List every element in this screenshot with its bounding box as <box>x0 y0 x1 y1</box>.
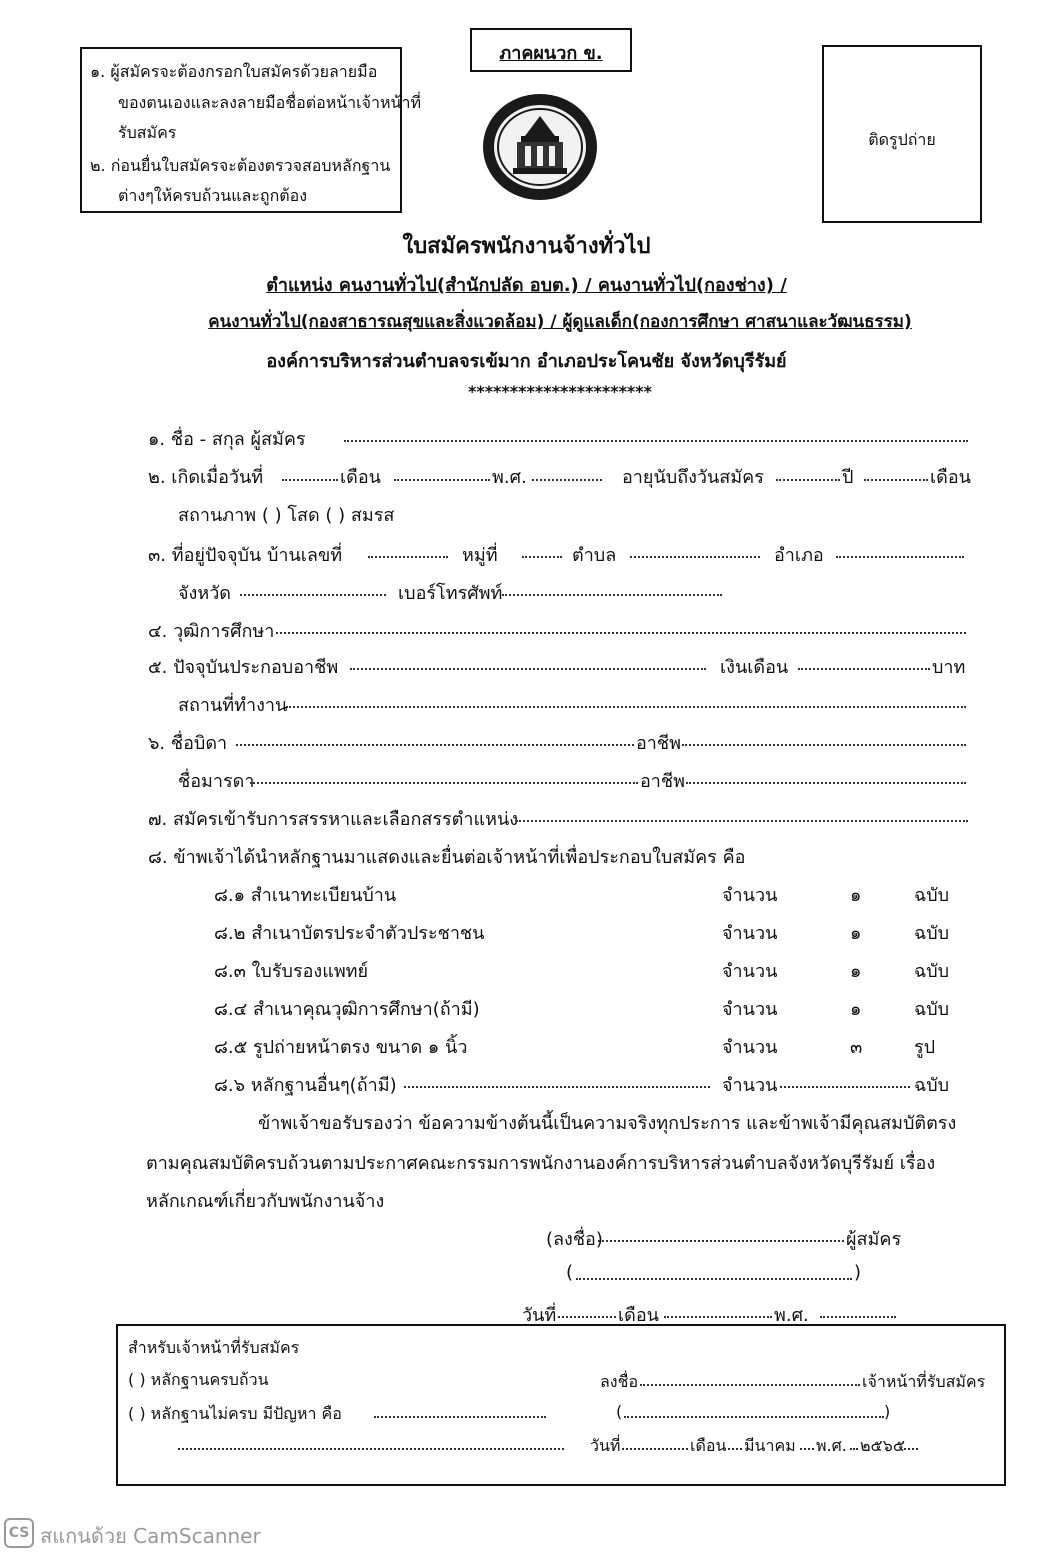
label-education: ๔. วุฒิการศึกษา <box>148 621 275 642</box>
label-moo: หมู่ที่ <box>462 545 498 566</box>
document-qty-label-2: จำนวน <box>722 923 778 944</box>
camscanner-logo: CS <box>4 1518 34 1548</box>
officer-date-day-label: วันที่ <box>590 1436 621 1455</box>
input-officer-signature[interactable] <box>640 1384 860 1386</box>
officer-date-year-leader <box>850 1448 858 1450</box>
document-unit-4: ฉบับ <box>914 999 950 1020</box>
label-age: อายุนับถึงวันสมัคร <box>622 467 764 488</box>
officer-paren-open: ( <box>616 1402 623 1421</box>
instruction-line-2: ของตนเองและลงลายมือชื่อต่อหน้าเจ้าหน้าที่ <box>118 93 422 112</box>
input-mother-name[interactable] <box>250 782 638 784</box>
applicant-date-month-label: เดือน <box>618 1305 659 1326</box>
input-officer-name[interactable] <box>624 1416 884 1418</box>
input-birth-month[interactable] <box>394 479 490 481</box>
marital-status[interactable]: สถานภาพ ( ) โสด ( ) สมรส <box>178 505 395 526</box>
document-qty-label-5: จำนวน <box>722 1037 778 1058</box>
input-applied-position[interactable] <box>516 820 968 822</box>
document-label-3: ๘.๓ ใบรับรองแพทย์ <box>214 961 369 982</box>
input-other-documents[interactable] <box>404 1086 710 1088</box>
label-amphoe: อำเภอ <box>774 545 824 566</box>
organization-seal-logo <box>481 92 599 202</box>
officer-date-year-value: ๒๕๖๕ <box>860 1436 905 1455</box>
input-officer-problem-continued[interactable] <box>178 1448 564 1450</box>
document-unit-1: ฉบับ <box>914 885 950 906</box>
input-mother-occupation[interactable] <box>686 782 966 784</box>
officer-date-be-label: พ.ศ. <box>816 1436 847 1455</box>
input-applicant-date-year[interactable] <box>820 1316 896 1318</box>
document-qty-label-1: จำนวน <box>722 885 778 906</box>
input-age-months[interactable] <box>864 479 928 481</box>
officer-sign-suffix: เจ้าหน้าที่รับสมัคร <box>862 1372 986 1391</box>
input-house-number[interactable] <box>368 556 448 558</box>
document-qty-2: ๑ <box>850 923 862 944</box>
input-amphoe[interactable] <box>836 556 964 558</box>
document-label-6: ๘.๖ หลักฐานอื่นๆ(ถ้ามี) <box>214 1075 397 1096</box>
photo-label: ติดรูปถ่าย <box>868 130 936 149</box>
document-qty-label-3: จำนวน <box>722 961 778 982</box>
document-qty-label-4: จำนวน <box>722 999 778 1020</box>
officer-date-month-value: มีนาคม <box>744 1436 796 1455</box>
applicant-date-day-label: วันที่ <box>522 1305 557 1326</box>
certify-line-2: ตามคุณสมบัติครบถ้วนตามประกาศคณะกรรมการพนักงานองค์การบริหารส่วนตำบลจังหวัดบุรีรัมย์ เรื่อง <box>146 1153 936 1174</box>
officer-date-month-label: เดือน <box>690 1436 727 1455</box>
label-documents-intro: ๘. ข้าพเจ้าได้นำหลักฐานมาแสดงและยื่นต่อเจ้าหน้าที่เพื่อประกอบใบสมัคร คือ <box>148 847 746 868</box>
input-phone[interactable] <box>502 594 722 596</box>
label-mother: ชื่อมารดา <box>178 771 255 792</box>
document-qty-4: ๑ <box>850 999 862 1020</box>
input-name[interactable] <box>344 440 968 442</box>
label-address: ๓. ที่อยู่ปัจจุบัน บ้านเลขที่ <box>148 545 343 566</box>
input-tambon[interactable] <box>630 556 760 558</box>
officer-date-year-trailer <box>900 1448 918 1450</box>
label-age-month: เดือน <box>930 467 971 488</box>
form-title: ใบสมัครพนักงานจ้างทั่วไป <box>402 234 651 259</box>
appendix-label: ภาคผนวก ข. <box>499 43 603 64</box>
certify-line-3: หลักเกณฑ์เกี่ยวกับพนักงานจ้าง <box>146 1191 385 1212</box>
input-father-name[interactable] <box>236 744 634 746</box>
applicant-date-be-label: พ.ศ. <box>774 1305 809 1326</box>
officer-date-month-leader <box>728 1448 742 1450</box>
document-qty-5: ๓ <box>850 1037 863 1058</box>
label-birth-month: เดือน <box>340 467 381 488</box>
applicant-sign-suffix: ผู้สมัคร <box>846 1229 902 1250</box>
document-label-2: ๘.๒ สำเนาบัตรประจำตัวประชาชน <box>214 923 485 944</box>
document-unit-2: ฉบับ <box>914 923 950 944</box>
input-occupation[interactable] <box>350 668 706 670</box>
document-unit-6: ฉบับ <box>914 1075 950 1096</box>
instruction-line-1: ๑. ผู้สมัครจะต้องกรอกใบสมัครด้วยลายมือ <box>90 62 378 81</box>
position-line-2: คนงานทั่วไป(กองสาธารณสุขและสิ่งแวดล้อม) / ผู้ดูแลเด็ก(กองการศึกษา ศาสนาและวัฒนธรรม) <box>208 312 912 332</box>
applicant-paren-close: ) <box>854 1262 862 1283</box>
organization-name: องค์การบริหารส่วนตำบลจรเข้มาก อำเภอประโคนชัย จังหวัดบุรีรัมย์ <box>266 351 787 372</box>
label-father: ๖. ชื่อบิดา <box>148 733 228 754</box>
label-applied-position: ๗. สมัครเข้ารับการสรรหาและเลือกสรรตำแหน่ง <box>148 809 519 830</box>
document-label-5: ๘.๕ รูปถ่ายหน้าตรง ขนาด ๑ นิ้ว <box>214 1037 468 1058</box>
label-tambon: ตำบล <box>572 545 617 566</box>
input-applicant-date-month[interactable] <box>664 1316 772 1318</box>
input-applicant-name[interactable] <box>576 1278 852 1280</box>
input-other-documents-qty[interactable] <box>780 1086 910 1088</box>
label-name: ๑. ชื่อ - สกุล ผู้สมัคร <box>148 429 306 450</box>
certify-line-1: ข้าพเจ้าขอรับรองว่า ข้อความข้างต้นนี้เป็นความจริงทุกประการ และข้าพเจ้ามีคุณสมบัติตรง <box>258 1113 957 1134</box>
position-line-1: ตำแหน่ง คนงานทั่วไป(สำนักปลัด อบต.) / คนงานทั่วไป(กองช่าง) / <box>266 275 787 296</box>
label-father-occupation: อาชีพ <box>636 733 681 754</box>
input-moo[interactable] <box>522 556 562 558</box>
input-birth-year[interactable] <box>532 479 602 481</box>
label-age-year: ปี <box>842 467 854 488</box>
label-mother-occupation: อาชีพ <box>640 771 685 792</box>
label-birth-be: พ.ศ. <box>492 467 527 488</box>
instruction-line-4: ๒. ก่อนยื่นใบสมัครจะต้องตรวจสอบหลักฐาน <box>90 156 391 175</box>
input-officer-date-day[interactable] <box>622 1448 688 1450</box>
label-occupation: ๕. ปัจจุบันประกอบอาชีพ <box>148 657 339 678</box>
instruction-line-3: รับสมัคร <box>118 123 177 142</box>
applicant-paren-open: ( <box>566 1262 574 1283</box>
input-workplace[interactable] <box>286 706 966 708</box>
document-unit-3: ฉบับ <box>914 961 950 982</box>
officer-date-month-trailer <box>800 1448 814 1450</box>
input-applicant-date-day[interactable] <box>558 1316 616 1318</box>
document-qty-label-6: จำนวน <box>722 1075 778 1096</box>
input-education[interactable] <box>276 632 966 634</box>
document-qty-3: ๑ <box>850 961 862 982</box>
label-salary: เงินเดือน <box>720 657 789 678</box>
input-salary[interactable] <box>798 668 930 670</box>
label-birth-date: ๒. เกิดเมื่อวันที่ <box>148 467 264 488</box>
document-label-4: ๘.๔ สำเนาคุณวุฒิการศึกษา(ถ้ามี) <box>214 999 480 1020</box>
applicant-sign-prefix: (ลงชื่อ) <box>546 1229 603 1250</box>
document-label-1: ๘.๑ สำเนาทะเบียนบ้าน <box>214 885 397 906</box>
officer-sign-prefix: ลงชื่อ <box>600 1372 639 1391</box>
label-workplace: สถานที่ทำงาน <box>178 695 288 716</box>
officer-incomplete-checkbox[interactable]: ( ) หลักฐานไม่ครบ มีปัญหา คือ <box>128 1404 342 1423</box>
camscanner-watermark-text: สแกนด้วย CamScanner <box>40 1524 261 1548</box>
input-applicant-signature[interactable] <box>598 1240 844 1242</box>
label-phone: เบอร์โทรศัพท์ <box>398 583 503 604</box>
input-province[interactable] <box>240 594 386 596</box>
label-baht: บาท <box>932 657 966 678</box>
input-age-years[interactable] <box>776 479 840 481</box>
document-unit-5: รูป <box>914 1037 936 1058</box>
officer-title: สำหรับเจ้าหน้าที่รับสมัคร <box>128 1338 300 1357</box>
input-officer-problem[interactable] <box>374 1416 546 1418</box>
document-qty-1: ๑ <box>850 885 862 906</box>
officer-paren-close: ) <box>884 1402 891 1421</box>
instruction-line-5: ต่างๆให้ครบถ้วนและถูกต้อง <box>118 186 308 205</box>
input-father-occupation[interactable] <box>682 744 966 746</box>
input-birth-day[interactable] <box>282 479 338 481</box>
label-province: จังหวัด <box>178 583 231 604</box>
separator-stars: ********************** <box>467 382 653 401</box>
officer-complete-checkbox[interactable]: ( ) หลักฐานครบถ้วน <box>128 1370 269 1389</box>
